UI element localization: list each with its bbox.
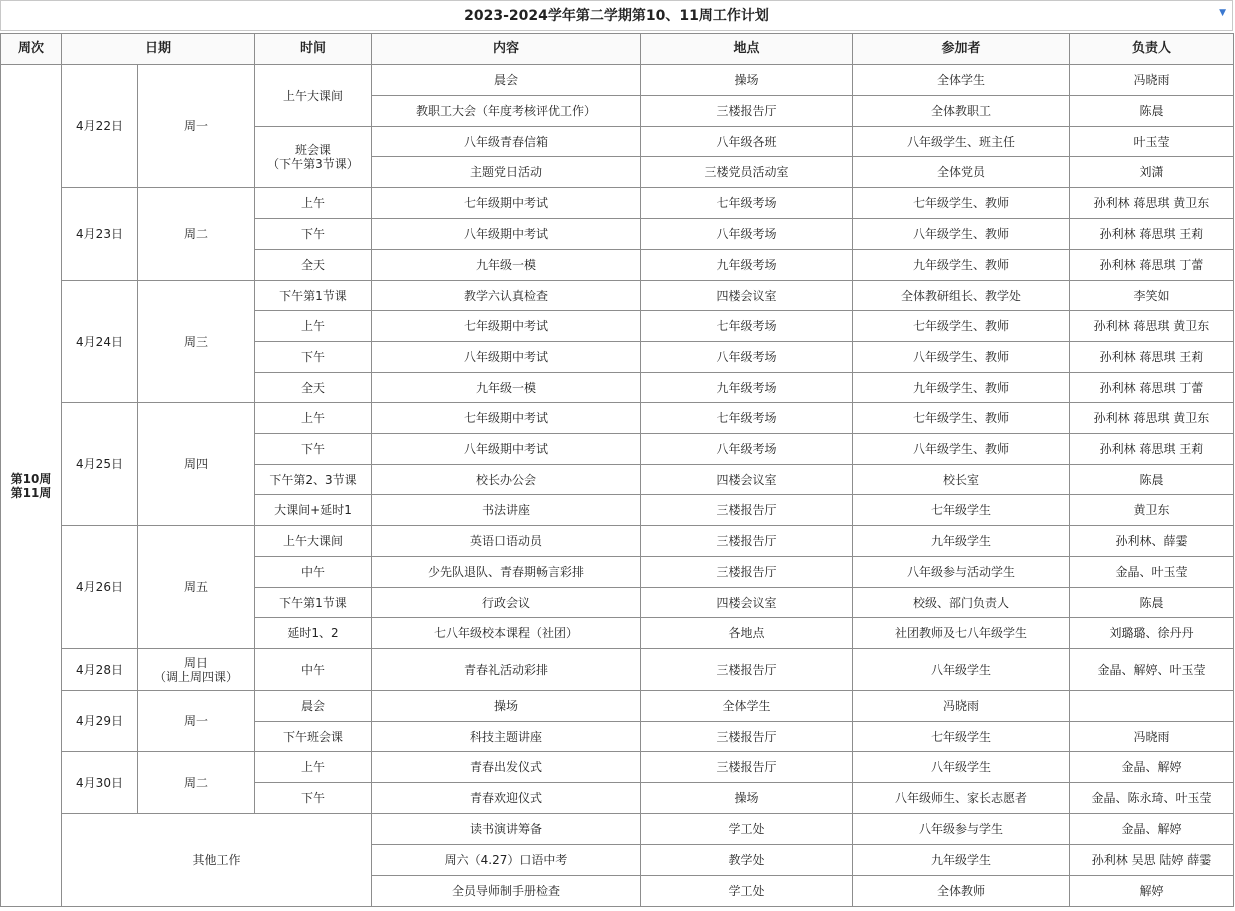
location-cell: 九年级考场 (641, 373, 853, 403)
responsible-cell: 孙利林 蒋思琪 黄卫东 (1070, 188, 1234, 219)
header-row (1, 34, 1234, 65)
participants-cell: 九年级学生、教师 (853, 250, 1070, 281)
content-cell: 青春出发仪式 (372, 752, 641, 783)
location-cell: 八年级考场 (641, 342, 853, 373)
content-cell: 英语口语动员 (372, 526, 641, 557)
location-cell: 三楼报告厅 (641, 526, 853, 557)
time-cell: 上午大课间 (255, 526, 372, 557)
day-date: 4月24日 (62, 281, 138, 403)
header-content: 内容 (372, 34, 641, 65)
participants-cell: 校级、部门负责人 (853, 588, 1070, 618)
participants-cell: 九年级学生、教师 (853, 373, 1070, 403)
table-row (1, 814, 1234, 845)
content-cell: 七年级期中考试 (372, 188, 641, 219)
week-label: 第10周 第11周 (1, 65, 62, 907)
table-row (1, 752, 1234, 783)
responsible-cell: 孙利林 吴思 陆婷 薛霎 (1070, 845, 1234, 876)
participants-cell: 七年级学生、教师 (853, 403, 1070, 434)
content-cell: 八年级期中考试 (372, 342, 641, 373)
participants-cell: 全体教职工 (853, 96, 1070, 127)
location-cell: 教学处 (641, 845, 853, 876)
time-cell: 全天 (255, 250, 372, 281)
responsible-cell: 孙利林 蒋思琪 丁蕾 (1070, 373, 1234, 403)
content-cell: 操场 (372, 691, 641, 722)
responsible-cell: 孙利林 蒋思琪 王莉 (1070, 219, 1234, 250)
day-date: 4月30日 (62, 752, 138, 814)
location-cell: 九年级考场 (641, 250, 853, 281)
time-cell: 上午 (255, 311, 372, 342)
location-cell: 三楼报告厅 (641, 557, 853, 588)
responsible-cell: 冯晓雨 (1070, 722, 1234, 752)
participants-cell: 全体教师 (853, 876, 1070, 907)
day-date: 4月26日 (62, 526, 138, 649)
time-cell: 下午 (255, 219, 372, 250)
day-weekday: 周一 (138, 691, 255, 752)
content-cell: 校长办公会 (372, 465, 641, 495)
participants-cell: 八年级学生 (853, 752, 1070, 783)
location-cell: 全体学生 (641, 691, 853, 722)
responsible-cell: 陈晨 (1070, 96, 1234, 127)
participants-cell: 校长室 (853, 465, 1070, 495)
responsible-cell: 金晶、叶玉莹 (1070, 557, 1234, 588)
responsible-cell: 陈晨 (1070, 465, 1234, 495)
filter-dropdown-icon[interactable]: ▼ (1219, 8, 1226, 18)
table-row (1, 281, 1234, 311)
content-cell: 周六（4.27）口语中考 (372, 845, 641, 876)
responsible-cell: 孙利林 蒋思琪 丁蕾 (1070, 250, 1234, 281)
day-date: 4月22日 (62, 65, 138, 188)
content-cell: 九年级一模 (372, 373, 641, 403)
time-cell: 中午 (255, 557, 372, 588)
content-cell: 青春欢迎仪式 (372, 783, 641, 814)
location-cell: 三楼报告厅 (641, 722, 853, 752)
location-cell: 三楼报告厅 (641, 96, 853, 127)
table-row (1, 691, 1234, 722)
day-weekday: 周五 (138, 526, 255, 649)
participants-cell: 八年级学生、教师 (853, 434, 1070, 465)
day-weekday: 周日 （调上周四课） (138, 649, 255, 691)
responsible-cell: 孙利林 蒋思琪 王莉 (1070, 434, 1234, 465)
location-cell: 八年级考场 (641, 219, 853, 250)
time-cell: 上午大课间 (255, 65, 372, 127)
responsible-cell: 孙利林 蒋思琪 王莉 (1070, 342, 1234, 373)
content-cell: 读书演讲筹备 (372, 814, 641, 845)
other-work-label: 其他工作 (62, 814, 372, 907)
header-week: 周次 (1, 34, 62, 65)
responsible-cell: 孙利林、薛霎 (1070, 526, 1234, 557)
responsible-cell (1070, 691, 1234, 722)
sheet-title-text: 2023-2024学年第二学期第10、11周工作计划 (464, 8, 769, 24)
participants-cell: 八年级学生、教师 (853, 342, 1070, 373)
table-row (1, 526, 1234, 557)
table-row (1, 65, 1234, 96)
time-cell: 下午 (255, 434, 372, 465)
header-date: 日期 (62, 34, 255, 65)
location-cell: 各地点 (641, 618, 853, 649)
sheet-title (0, 0, 1233, 31)
location-cell: 七年级考场 (641, 188, 853, 219)
table-row (1, 188, 1234, 219)
responsible-cell: 李笑如 (1070, 281, 1234, 311)
content-cell: 青春礼活动彩排 (372, 649, 641, 691)
location-cell: 操场 (641, 65, 853, 96)
time-cell: 中午 (255, 649, 372, 691)
day-weekday: 周二 (138, 752, 255, 814)
time-cell: 上午 (255, 188, 372, 219)
participants-cell: 七年级学生 (853, 722, 1070, 752)
location-cell: 三楼报告厅 (641, 649, 853, 691)
time-cell: 班会课 （下午第3节课） (255, 127, 372, 188)
content-cell: 九年级一模 (372, 250, 641, 281)
participants-cell: 全体教研组长、教学处 (853, 281, 1070, 311)
time-cell: 上午 (255, 403, 372, 434)
content-cell: 八年级期中考试 (372, 219, 641, 250)
content-cell: 科技主题讲座 (372, 722, 641, 752)
content-cell: 七年级期中考试 (372, 403, 641, 434)
time-cell: 下午第2、3节课 (255, 465, 372, 495)
header-participants: 参加者 (853, 34, 1070, 65)
time-cell: 上午 (255, 752, 372, 783)
location-cell: 学工处 (641, 876, 853, 907)
day-weekday: 周四 (138, 403, 255, 526)
responsible-cell: 孙利林 蒋思琪 黄卫东 (1070, 311, 1234, 342)
content-cell: 晨会 (372, 65, 641, 96)
content-cell: 八年级青春信箱 (372, 127, 641, 157)
time-cell: 下午第1节课 (255, 588, 372, 618)
content-cell: 教学六认真检查 (372, 281, 641, 311)
header-location: 地点 (641, 34, 853, 65)
responsible-cell: 黄卫东 (1070, 495, 1234, 526)
participants-cell: 八年级学生、教师 (853, 219, 1070, 250)
location-cell: 操场 (641, 783, 853, 814)
time-cell: 大课间+延时1 (255, 495, 372, 526)
responsible-cell: 解婷 (1070, 876, 1234, 907)
participants-cell: 七年级学生 (853, 495, 1070, 526)
content-cell: 行政会议 (372, 588, 641, 618)
participants-cell: 社团教师及七八年级学生 (853, 618, 1070, 649)
content-cell: 教职工大会（年度考核评优工作） (372, 96, 641, 127)
content-cell: 书法讲座 (372, 495, 641, 526)
time-cell: 下午班会课 (255, 722, 372, 752)
responsible-cell: 刘璐璐、徐丹丹 (1070, 618, 1234, 649)
location-cell: 八年级各班 (641, 127, 853, 157)
time-cell: 下午 (255, 783, 372, 814)
participants-cell: 八年级师生、家长志愿者 (853, 783, 1070, 814)
participants-cell: 八年级参与活动学生 (853, 557, 1070, 588)
participants-cell: 全体学生 (853, 65, 1070, 96)
day-date: 4月25日 (62, 403, 138, 526)
location-cell: 八年级考场 (641, 434, 853, 465)
day-date: 4月29日 (62, 691, 138, 752)
location-cell: 学工处 (641, 814, 853, 845)
day-weekday: 周一 (138, 65, 255, 188)
content-cell: 少先队退队、青春期畅言彩排 (372, 557, 641, 588)
participants-cell: 七年级学生、教师 (853, 188, 1070, 219)
location-cell: 四楼会议室 (641, 281, 853, 311)
responsible-cell: 刘潇 (1070, 157, 1234, 188)
content-cell: 七八年级校本课程（社团） (372, 618, 641, 649)
day-date: 4月23日 (62, 188, 138, 281)
schedule-table (0, 33, 1234, 907)
participants-cell: 七年级学生、教师 (853, 311, 1070, 342)
participants-cell: 八年级学生、班主任 (853, 127, 1070, 157)
location-cell: 七年级考场 (641, 403, 853, 434)
responsible-cell: 金晶、陈永琦、叶玉莹 (1070, 783, 1234, 814)
participants-cell: 全体党员 (853, 157, 1070, 188)
responsible-cell: 陈晨 (1070, 588, 1234, 618)
responsible-cell: 金晶、解婷 (1070, 752, 1234, 783)
location-cell: 七年级考场 (641, 311, 853, 342)
location-cell: 三楼报告厅 (641, 495, 853, 526)
day-weekday: 周二 (138, 188, 255, 281)
location-cell: 三楼党员活动室 (641, 157, 853, 188)
participants-cell: 八年级学生 (853, 649, 1070, 691)
participants-cell: 冯晓雨 (853, 691, 1070, 722)
participants-cell: 九年级学生 (853, 845, 1070, 876)
time-cell: 下午 (255, 342, 372, 373)
time-cell: 晨会 (255, 691, 372, 722)
content-cell: 八年级期中考试 (372, 434, 641, 465)
location-cell: 四楼会议室 (641, 465, 853, 495)
location-cell: 三楼报告厅 (641, 752, 853, 783)
header-responsible: 负责人 (1070, 34, 1234, 65)
responsible-cell: 孙利林 蒋思琪 黄卫东 (1070, 403, 1234, 434)
content-cell: 七年级期中考试 (372, 311, 641, 342)
participants-cell: 九年级学生 (853, 526, 1070, 557)
time-cell: 下午第1节课 (255, 281, 372, 311)
responsible-cell: 冯晓雨 (1070, 65, 1234, 96)
time-cell: 延时1、2 (255, 618, 372, 649)
responsible-cell: 叶玉莹 (1070, 127, 1234, 157)
participants-cell: 八年级参与学生 (853, 814, 1070, 845)
header-time: 时间 (255, 34, 372, 65)
location-cell: 四楼会议室 (641, 588, 853, 618)
responsible-cell: 金晶、解婷、叶玉莹 (1070, 649, 1234, 691)
table-row (1, 403, 1234, 434)
responsible-cell: 金晶、解婷 (1070, 814, 1234, 845)
day-date: 4月28日 (62, 649, 138, 691)
table-row (1, 649, 1234, 691)
time-cell: 全天 (255, 373, 372, 403)
content-cell: 主题党日活动 (372, 157, 641, 188)
content-cell: 全员导师制手册检查 (372, 876, 641, 907)
day-weekday: 周三 (138, 281, 255, 403)
